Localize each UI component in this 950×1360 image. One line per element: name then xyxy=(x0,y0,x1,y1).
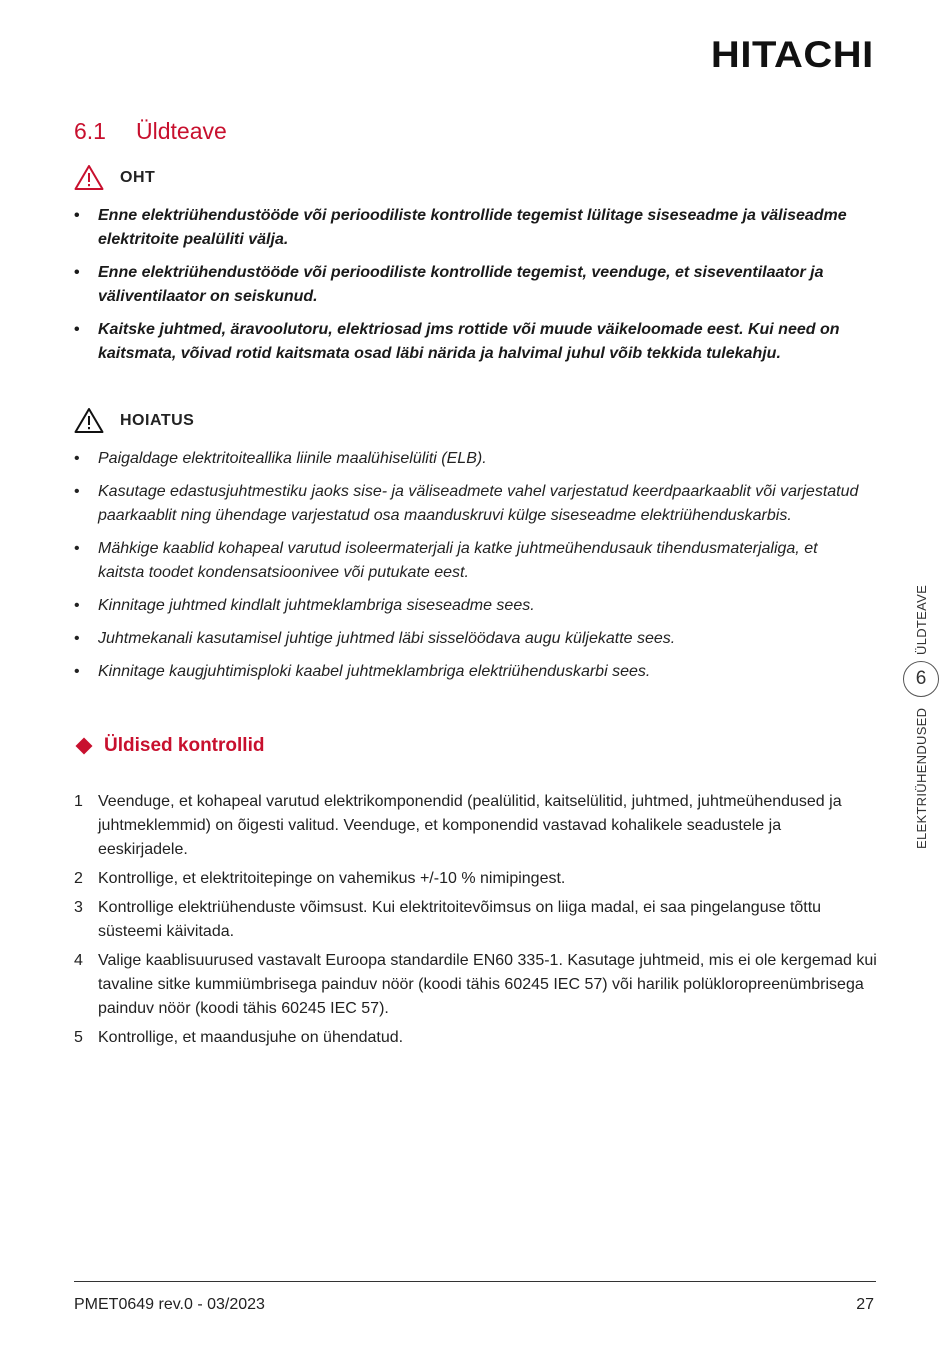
list-item: • Kasutage edastusjuhtmestiku jaoks sise- ja väliseadmete vahel varjestatud keerdpaarkaablit või varjestatud paarkaablit ning ühendage varjestatud osa maanduskruvi külge siseseadme elektriühenduskarbis. xyxy=(74,480,864,528)
danger-list xyxy=(74,204,864,375)
danger-label: OHT xyxy=(120,168,156,186)
warning-triangle-icon xyxy=(74,164,104,191)
chapter-number: 6 xyxy=(915,668,927,689)
danger-heading xyxy=(74,164,155,191)
list-item: • Paigaldage elektritoiteallika liinile maalühiselüliti (ELB). xyxy=(74,447,864,471)
item-text: Kontrollige, et elektritoitepinge on vahemikus +/-10 % nimipingest. xyxy=(98,870,566,887)
warning-label: HOIATUS xyxy=(120,411,195,429)
list-item: • Enne elektriühendustööde või perioodiliste kontrollide tegemist, veenduge, et siseventilaator ja väliventilaator on seiskunud. xyxy=(74,261,864,309)
general-checks-heading xyxy=(76,735,264,757)
item-number: 5 xyxy=(74,1029,83,1046)
hitachi-logo: HITACHI xyxy=(711,34,874,75)
list-item xyxy=(74,790,874,862)
list-item: • Kaitske juhtmed, äravoolutoru, elektriosad jms rottide või muude väikeloomade eest. Kui need on kaitsmata, võivad rotid kaitsmata osad läbi närida ja halvimal juhul võib tekkida tulekahju. xyxy=(74,318,864,366)
item-text: Kontrollige, et maandusjuhe on ühendatud. xyxy=(98,1029,404,1046)
footer-divider xyxy=(74,1281,876,1282)
list-item: • Kinnitage kaugjuhtimisploki kaabel juhtmeklambriga elektriühenduskarbi sees. xyxy=(74,660,864,684)
page-number: 27 xyxy=(856,1296,874,1313)
list-item: • Juhtmekanali kasutamisel juhtige juhtmed läbi sisselöödava augu küljekatte sees. xyxy=(74,627,864,651)
list-item: • Kinnitage juhtmed kindlalt juhtmeklambriga siseseadme sees. xyxy=(74,594,864,618)
general-checks-title: Üldised kontrollid xyxy=(104,735,265,756)
list-item: • Enne elektriühendustööde või perioodiliste kontrollide tegemist lülitage siseseadme ja väliseadme elektritoite pealüliti välja. xyxy=(74,204,864,252)
section-heading xyxy=(74,118,227,145)
side-section-title: ÜLDTEAVE xyxy=(914,584,929,655)
footer-doc-code: PMET0649 rev.0 - 03/2023 xyxy=(74,1296,265,1313)
section-title: Üldteave xyxy=(136,118,227,144)
item-text: Valige kaablisuurused vastavalt Euroopa standardile EN60 335-1. Kasutage juhtmeid, mis ei ole kergemad kui tavaline sitke kummiümbrisega painduv nöör (koodi tähis 60245 IEC 57) või harilik polükloropreenümbrisega painduv nöör (koodi tähis 60245 IEC 57). xyxy=(98,952,877,1017)
diamond-icon xyxy=(76,738,93,755)
warning-list xyxy=(74,447,864,693)
item-number: 2 xyxy=(74,870,83,887)
warning-triangle-icon xyxy=(74,407,104,434)
list-item xyxy=(74,1026,874,1050)
list-item xyxy=(74,896,874,944)
item-text: Kontrollige elektriühenduste võimsust. Kui elektritoitevõimsus on liiga madal, ei saa pingelanguse tõttu süsteemi käivitada. xyxy=(98,899,822,940)
chapter-number-badge xyxy=(903,661,939,697)
item-number: 1 xyxy=(74,793,83,810)
general-checks-list xyxy=(74,790,877,1055)
warning-heading xyxy=(74,407,194,434)
list-item: • Mähkige kaablid kohapeal varutud isoleermaterjali ja katke juhtmeühendusauk tihendusmaterjaliga, et kaitsta toodet kondensatsioonivee või putukate eest. xyxy=(74,537,864,585)
item-number: 3 xyxy=(74,899,83,916)
list-item xyxy=(74,949,878,1021)
item-number: 4 xyxy=(74,952,83,969)
side-chapter-title: ELEKTRIÜHENDUSED xyxy=(914,707,929,849)
list-item xyxy=(74,867,874,891)
item-text: Veenduge, et kohapeal varutud elektrikomponendid (pealülitid, kaitselülitid, juhtmed, juhtmeühendused ja juhtmeklemmid) on õigesti valitud. Veenduge, et komponendid vastavad kohalikele seadustele ja eeskirjadele. xyxy=(98,793,842,858)
section-number: 6.1 xyxy=(74,118,106,144)
